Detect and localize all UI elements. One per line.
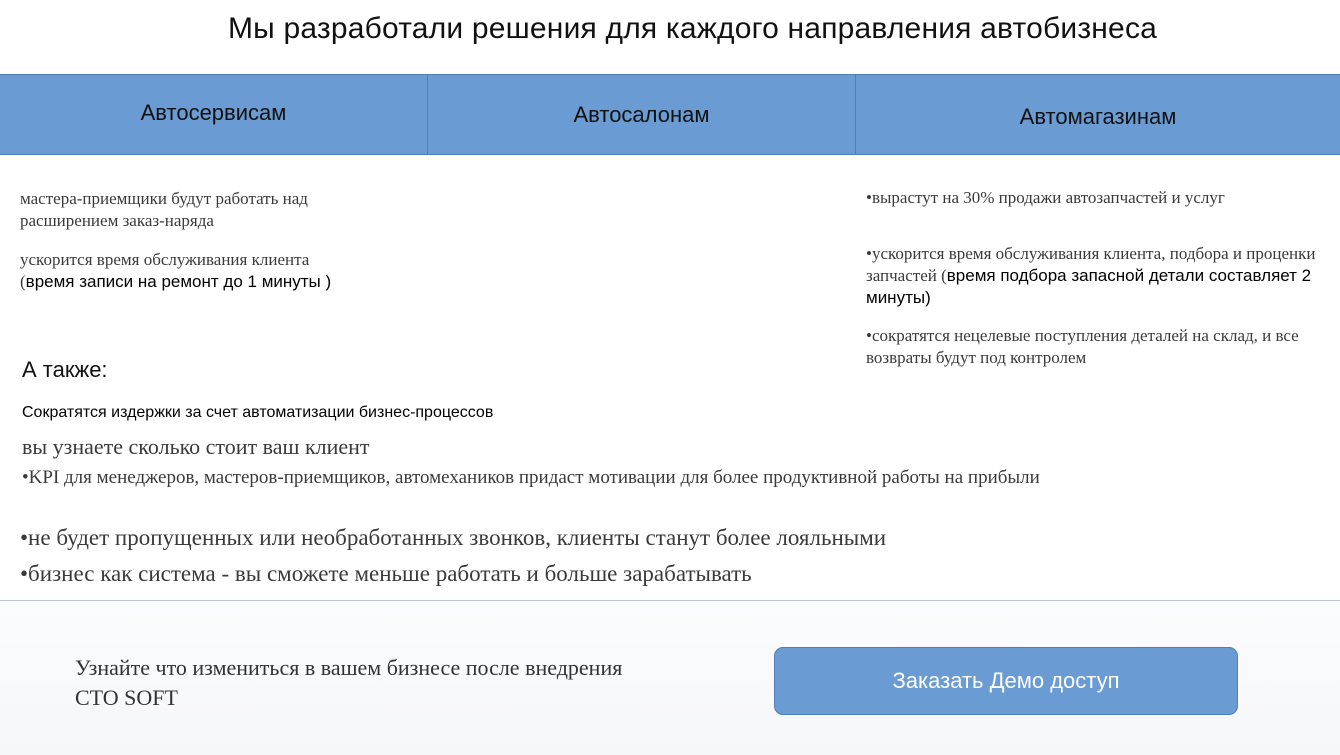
col3-item-3: •сократятся нецелевые поступления деталей на склад, и все возвраты будут под контролем — [866, 326, 1299, 368]
col1-item-2-text: ускорится время обслуживания клиента ( — [20, 250, 310, 292]
footer-text — [75, 653, 622, 712]
col3-item-1: •вырастут на 30% продажи автозапчастей и услуг — [866, 188, 1225, 207]
footer-cta-panel — [0, 600, 1340, 755]
order-demo-button[interactable]: Заказать Демо доступ — [774, 647, 1238, 715]
col1-item-2-highlight: время записи на ремонт до 1 минуты ) — [25, 272, 332, 292]
col3-item-2-text: •ускорится время обслуживания клиента, подбора и проценки запчастей ( — [866, 244, 1316, 286]
col1-item-2 — [20, 249, 365, 293]
col3-item-2-highlight: время подбора запасной детали составляет 2 минуты) — [866, 266, 1312, 308]
also-item-2: вы узнаете сколько стоит ваш клиент — [22, 434, 370, 459]
footer-text-line-1: Узнайте что измениться в вашем бизнесе после внедрения — [75, 655, 623, 680]
also-item-4: •не будет пропущенных или необработанных звонков, клиенты станут более лояльными — [20, 525, 887, 550]
tab-autoservices[interactable]: Автосервисам — [0, 75, 428, 154]
also-item-5: •бизнес как система - вы сможете меньше работать и больше зарабатывать — [20, 561, 752, 586]
also-item-1: Сократятся издержки за счет автоматизации бизнес-процессов — [22, 404, 494, 421]
also-item-3: •KPI для менеджеров, мастеров-приемщиков, автомехаников придаст мотивации для более продуктивной работы на прибыли — [22, 467, 1040, 488]
col1-item-1: мастера-приемщики будут работать над расширением заказ-наряда — [20, 189, 308, 231]
tab-auto-parts-stores[interactable]: Автомагазинам — [1019, 103, 1177, 129]
col3-item-2 — [866, 243, 1326, 309]
page-title: Мы разработали решения для каждого направления автобизнеса — [227, 12, 1158, 45]
also-heading: А также: — [22, 357, 108, 382]
footer-text-line-2: CTO SOFT — [75, 684, 178, 710]
tab-car-dealers[interactable]: Автосалонам — [428, 75, 856, 154]
direction-tabs — [0, 74, 1340, 155]
